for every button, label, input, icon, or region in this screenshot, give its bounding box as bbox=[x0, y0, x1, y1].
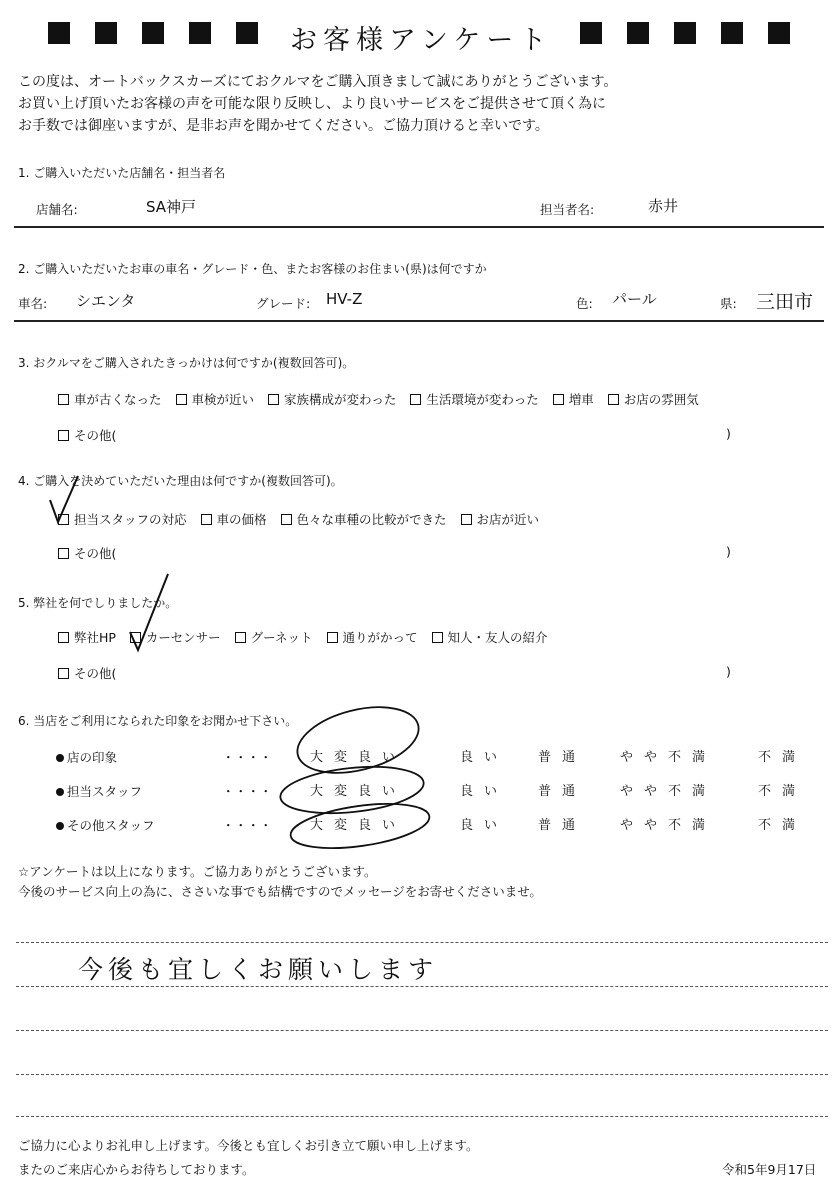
q6-heading: 6. 当店をご利用になられた印象をお聞かせ下さい。 bbox=[18, 714, 298, 728]
q3-option[interactable]: 車検が近い bbox=[176, 392, 255, 407]
intro-line: お買い上げ頂いたお客様の声を可能な限り反映し、より良いサービスをご提供させて頂く為に bbox=[18, 96, 606, 112]
title-square-icon bbox=[721, 22, 743, 44]
rating-leader: ・・・・ bbox=[222, 784, 273, 799]
rating-option[interactable]: 不満 bbox=[758, 784, 807, 799]
rating-option[interactable]: 良い bbox=[460, 784, 509, 799]
q4-option[interactable]: 車の価格 bbox=[201, 512, 267, 527]
q4-option-checked[interactable]: 担当スタッフの対応 bbox=[58, 512, 187, 527]
rating-option[interactable]: 普通 bbox=[538, 750, 587, 765]
grade-value[interactable]: HV-Z bbox=[326, 290, 363, 308]
store-label: 店舗名: bbox=[36, 202, 78, 217]
q5-other-close: ) bbox=[726, 664, 731, 679]
rating-leader: ・・・・ bbox=[222, 818, 273, 833]
q3-other-close: ) bbox=[726, 426, 731, 441]
message-line bbox=[16, 1074, 828, 1075]
handwritten-message[interactable]: 今後も宜しくお願いします bbox=[78, 955, 439, 984]
intro-line: お手数では御座いますが、是非お声を聞かせてください。ご協力頂けると幸いです。 bbox=[18, 118, 549, 134]
title-square-icon bbox=[768, 22, 790, 44]
checkbox[interactable] bbox=[553, 394, 564, 405]
q5-option-checked[interactable]: カーセンサー bbox=[130, 630, 221, 645]
pref-label: 県: bbox=[720, 296, 737, 311]
q2-heading: 2. ご購入いただいたお車の車名・グレード・色、またお客様のお住まい(県)は何ですか bbox=[18, 262, 487, 276]
checkbox[interactable] bbox=[201, 514, 212, 525]
circle-mark-icon bbox=[291, 696, 426, 784]
checkbox[interactable] bbox=[58, 394, 69, 405]
store-value[interactable]: SA神戸 bbox=[146, 198, 197, 216]
title-square-icon bbox=[189, 22, 211, 44]
checkbox[interactable] bbox=[608, 394, 619, 405]
message-line bbox=[16, 986, 828, 987]
message-line bbox=[16, 1030, 828, 1031]
page-title: お客様アンケート bbox=[290, 25, 553, 56]
closing-note: ☆アンケートは以上になります。ご協力ありがとうございます。 bbox=[18, 864, 377, 879]
pref-value[interactable]: 三田市 bbox=[756, 291, 814, 313]
car-label: 車名: bbox=[18, 296, 48, 311]
q5-heading: 5. 弊社を何でしりましたか。 bbox=[18, 596, 178, 610]
rating-row-label: その他スタッフ bbox=[56, 816, 155, 834]
q4-heading: 4. ご購入を決めていただいた理由は何ですか(複数回答可)。 bbox=[18, 474, 343, 488]
rating-option[interactable]: やや不満 bbox=[620, 750, 717, 765]
bullet-icon bbox=[56, 754, 64, 762]
rating-option[interactable]: 良い bbox=[460, 818, 509, 833]
message-line bbox=[16, 1116, 828, 1117]
q3-option[interactable]: 生活環境が変わった bbox=[410, 392, 538, 407]
q3-options bbox=[58, 390, 709, 408]
q4-option[interactable]: お店が近い bbox=[461, 512, 540, 527]
q3-other[interactable]: その他( bbox=[58, 426, 116, 444]
divider bbox=[14, 226, 824, 228]
q3-option[interactable]: お店の雰囲気 bbox=[608, 392, 699, 407]
grade-label: グレード: bbox=[256, 296, 311, 311]
q5-option[interactable]: 弊社HP bbox=[58, 630, 116, 645]
q5-option[interactable]: 知人・友人の紹介 bbox=[432, 630, 548, 645]
q4-option[interactable]: 色々な車種の比較ができた bbox=[281, 512, 447, 527]
title-square-icon bbox=[236, 22, 258, 44]
rating-row-label: 店の印象 bbox=[56, 748, 117, 766]
checkbox[interactable] bbox=[58, 430, 69, 441]
closing-note: 今後のサービス向上の為に、ささいな事でも結構ですのでメッセージをお寄せくださいませ。 bbox=[18, 884, 542, 899]
q1-heading: 1. ご購入いただいた店舗名・担当者名 bbox=[18, 166, 226, 180]
checkbox[interactable] bbox=[432, 632, 443, 643]
checkbox[interactable] bbox=[58, 632, 69, 643]
rating-option[interactable]: 不満 bbox=[758, 818, 807, 833]
rating-option[interactable]: 良い bbox=[460, 750, 509, 765]
rating-leader: ・・・・ bbox=[222, 750, 273, 765]
rating-option-selected[interactable]: 大変良い bbox=[310, 784, 407, 799]
title-square-icon bbox=[674, 22, 696, 44]
q3-heading: 3. おクルマをご購入されたきっかけは何ですか(複数回答可)。 bbox=[18, 356, 355, 370]
q5-option[interactable]: グーネット bbox=[235, 630, 313, 645]
rating-option[interactable]: やや不満 bbox=[620, 818, 717, 833]
q4-other-close: ) bbox=[726, 544, 731, 559]
title-row bbox=[0, 16, 838, 56]
rating-option[interactable]: やや不満 bbox=[620, 784, 717, 799]
q4-other[interactable]: その他( bbox=[58, 544, 116, 562]
checkbox[interactable] bbox=[268, 394, 279, 405]
q3-option[interactable]: 家族構成が変わった bbox=[268, 392, 396, 407]
checkbox[interactable] bbox=[327, 632, 338, 643]
checkbox[interactable] bbox=[235, 632, 246, 643]
title-square-icon bbox=[627, 22, 649, 44]
title-square-icon bbox=[142, 22, 164, 44]
rating-option[interactable]: 普通 bbox=[538, 818, 587, 833]
q3-option[interactable]: 増車 bbox=[553, 392, 594, 407]
rating-option[interactable]: 普通 bbox=[538, 784, 587, 799]
rating-row-label: 担当スタッフ bbox=[56, 782, 142, 800]
staff-value[interactable]: 赤井 bbox=[648, 197, 679, 215]
divider bbox=[14, 320, 824, 322]
staff-label: 担当者名: bbox=[540, 202, 595, 217]
color-value[interactable]: パール bbox=[612, 290, 657, 308]
rating-option[interactable]: 不満 bbox=[758, 750, 807, 765]
intro-line: この度は、オートバックスカーズにておクルマをご購入頂きまして誠にありがとうございます。 bbox=[18, 74, 618, 90]
footer-line: ご協力に心よりお礼申し上げます。今後とも宜しくお引き立て願い申し上げます。 bbox=[18, 1138, 479, 1153]
rating-option-selected[interactable]: 大変良い bbox=[310, 750, 407, 765]
q5-other[interactable]: その他( bbox=[58, 664, 116, 682]
footer-line: またのご来店心からお待ちしております。 bbox=[18, 1162, 255, 1177]
bullet-icon bbox=[56, 822, 64, 830]
message-line bbox=[16, 942, 828, 943]
color-label: 色: bbox=[576, 296, 593, 311]
q4-options bbox=[58, 510, 549, 528]
title-square-icon bbox=[48, 22, 70, 44]
checkbox[interactable] bbox=[410, 394, 421, 405]
checkbox[interactable] bbox=[58, 514, 69, 525]
q5-options bbox=[58, 628, 558, 646]
checkbox[interactable] bbox=[58, 668, 69, 679]
car-value[interactable]: シエンタ bbox=[76, 292, 136, 310]
q3-option[interactable]: 車が古くなった bbox=[58, 392, 162, 407]
rating-option-selected[interactable]: 大変良い bbox=[310, 818, 407, 833]
checkbox[interactable] bbox=[281, 514, 292, 525]
footer-date: 令和5年9月17日 bbox=[722, 1162, 817, 1177]
bullet-icon bbox=[56, 788, 64, 796]
title-square-icon bbox=[95, 22, 117, 44]
checkbox[interactable] bbox=[58, 548, 69, 559]
q5-option[interactable]: 通りがかって bbox=[327, 630, 418, 645]
checkbox[interactable] bbox=[130, 632, 141, 643]
checkbox[interactable] bbox=[176, 394, 187, 405]
checkbox[interactable] bbox=[461, 514, 472, 525]
title-square-icon bbox=[580, 22, 602, 44]
